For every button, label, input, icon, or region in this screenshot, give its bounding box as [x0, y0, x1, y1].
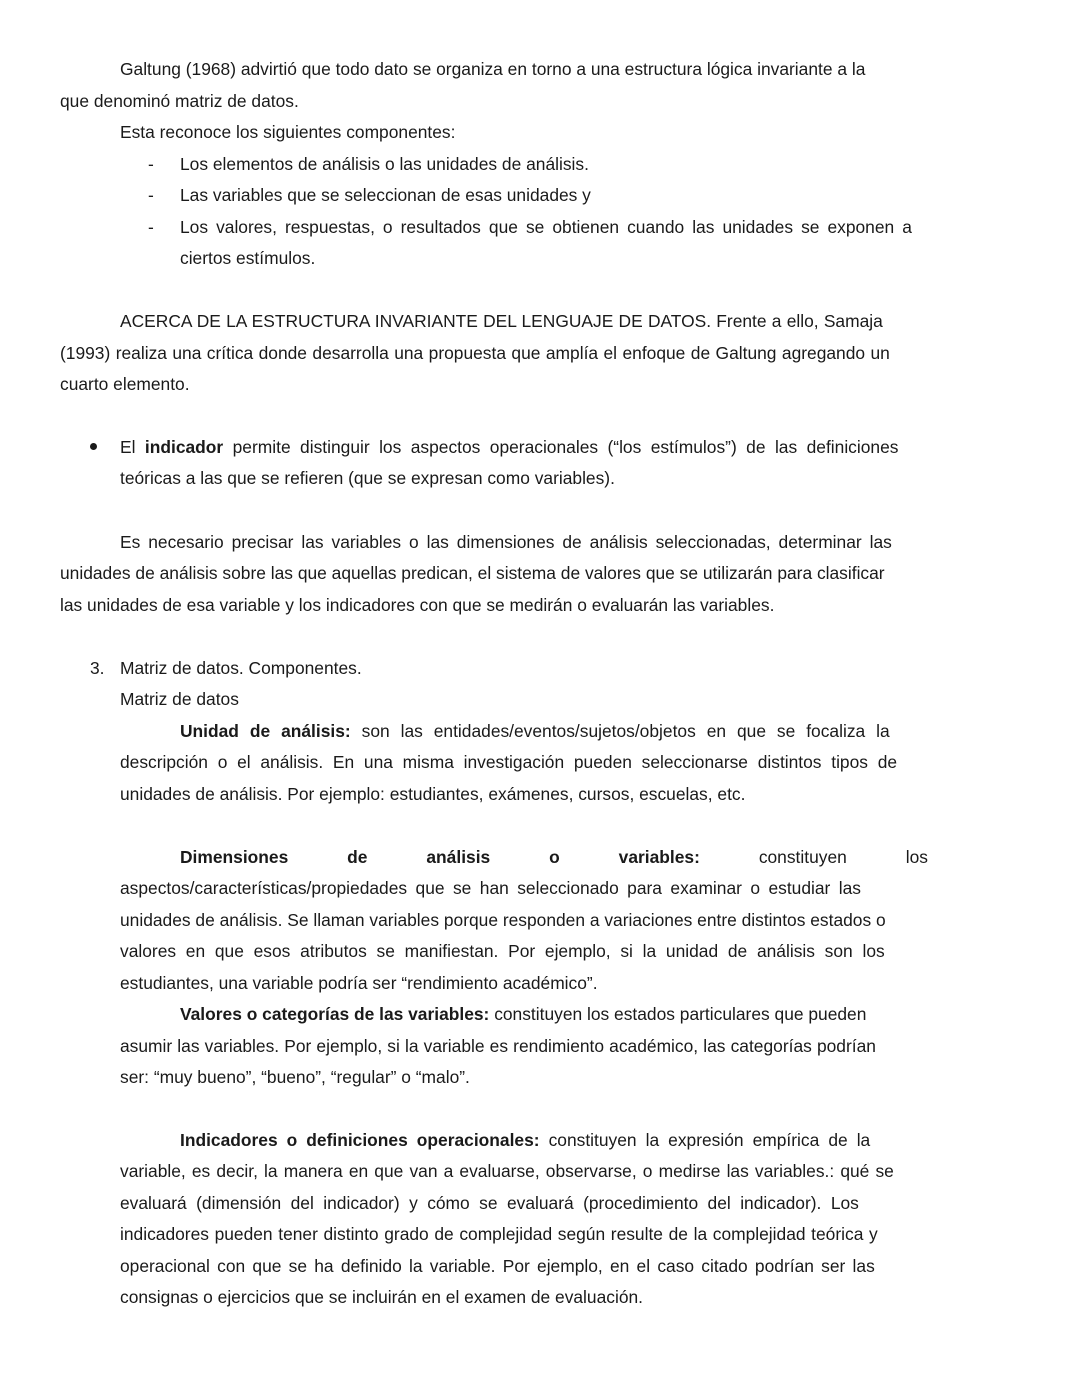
- indicador-pre: El: [120, 437, 136, 457]
- dash-marker: -: [148, 154, 154, 174]
- list-item: Los elementos de análisis o las unidades de análisis.: [180, 154, 589, 174]
- indicadores-line-5: operacional con que se ha definido la variable. Por ejemplo, en el caso citado podrían ser las: [120, 1256, 875, 1276]
- list-item: Los valores, respuestas, o resultados que se obtienen cuando las unidades se exponen a: [180, 217, 912, 237]
- indicadores-text: constituyen la expresión empírica de la: [548, 1130, 871, 1150]
- dimensiones-word: variables:: [618, 847, 700, 867]
- valores-line-1: [180, 1003, 866, 1025]
- valores-text: constituyen los estados particulares que pueden: [494, 1004, 867, 1024]
- dimensiones-word: constituyen: [758, 847, 847, 867]
- p5-line-3: las unidades de esa variable y los indicadores con que se medirán o evaluarán las variables.: [60, 595, 775, 615]
- dimensiones-line-3: unidades de análisis. Se llaman variables porque responden a variaciones entre distintos estados o: [120, 910, 886, 930]
- unidad-term: Unidad de análisis:: [180, 721, 351, 741]
- valores-line-2: asumir las variables. Por ejemplo, si la variable es rendimiento académico, las categorías podrían: [120, 1036, 876, 1056]
- list-item: Las variables que se seleccionan de esas unidades y: [180, 185, 591, 205]
- p3-line-1: ACERCA DE LA ESTRUCTURA INVARIANTE DEL LENGUAJE DE DATOS. Frente a ello, Samaja: [120, 311, 883, 331]
- p3-line-2: (1993) realiza una crítica donde desarrolla una propuesta que amplía el enfoque de Galtung agregando un: [60, 343, 890, 363]
- section-subtitle: Matriz de datos: [120, 689, 239, 709]
- dash-marker: -: [148, 185, 154, 205]
- valores-line-3: ser: “muy bueno”, “bueno”, “regular” o “malo”.: [120, 1067, 470, 1087]
- indicadores-term: Indicadores o definiciones operacionales:: [180, 1130, 540, 1150]
- list-item-continuation: ciertos estímulos.: [180, 248, 316, 268]
- indicadores-line-4: indicadores pueden tener distinto grado de complejidad según resulte de la complejidad teórica y: [120, 1224, 878, 1244]
- section-title: Matriz de datos. Componentes.: [120, 658, 362, 678]
- indicadores-line-6: consignas o ejercicios que se incluirán en el examen de evaluación.: [120, 1287, 644, 1307]
- unidad-line-1: [180, 720, 890, 742]
- p1-line-1: Galtung (1968) advirtió que todo dato se organiza en torno a una estructura lógica invariante a la: [120, 59, 866, 79]
- p5-line-1: Es necesario precisar las variables o las dimensiones de análisis seleccionadas, determinar las: [120, 532, 892, 552]
- bullet-icon: [90, 443, 97, 450]
- indicadores-line-3: evaluará (dimensión del indicador) y cómo se evaluará (procedimiento del indicador). Los: [120, 1193, 859, 1213]
- dimensiones-word: los: [905, 847, 928, 867]
- indicadores-line-2: variable, es decir, la manera en que van a evaluarse, observarse, o medirse las variables.: qué se: [120, 1161, 894, 1181]
- indicador-bullet-line-2: teóricas a las que se refieren (que se expresan como variables).: [120, 468, 615, 488]
- unidad-line-3: unidades de análisis. Por ejemplo: estudiantes, exámenes, cursos, escuelas, etc.: [120, 784, 746, 804]
- p5-line-2: unidades de análisis sobre las que aquellas predican, el sistema de valores que se utilizarán para clasificar: [60, 563, 885, 583]
- p1-line-2: que denominó matriz de datos.: [60, 91, 299, 111]
- dimensiones-line-5: estudiantes, una variable podría ser “rendimiento académico”.: [120, 973, 598, 993]
- indicador-text: permite distinguir los aspectos operacionales (“los estímulos”) de las definiciones: [232, 437, 899, 457]
- dimensiones-line-4: valores en que esos atributos se manifiestan. Por ejemplo, si la unidad de análisis son los: [120, 941, 885, 961]
- section-number: 3.: [90, 658, 105, 678]
- dimensiones-line-1: [180, 846, 928, 868]
- components-intro: Esta reconoce los siguientes componentes:: [120, 122, 456, 142]
- unidad-line-2: descripción o el análisis. En una misma investigación pueden seleccionarse distintos tipos de: [120, 752, 898, 772]
- dimensiones-word: de: [347, 847, 368, 867]
- dimensiones-line-2: aspectos/características/propiedades que se han seleccionado para examinar o estudiar las: [120, 878, 862, 898]
- valores-term: Valores o categorías de las variables:: [180, 1004, 490, 1024]
- indicadores-line-1: [180, 1129, 870, 1151]
- dimensiones-word: Dimensiones: [180, 847, 289, 867]
- dimensiones-word: análisis: [426, 847, 491, 867]
- indicador-bullet-line-1: [120, 436, 898, 458]
- unidad-text: son las entidades/eventos/sujetos/objetos en que se focaliza la: [361, 721, 890, 741]
- p3-line-3: cuarto elemento.: [60, 374, 190, 394]
- indicador-term: indicador: [144, 437, 224, 457]
- dash-marker: -: [148, 217, 154, 237]
- dimensiones-word: o: [549, 847, 560, 867]
